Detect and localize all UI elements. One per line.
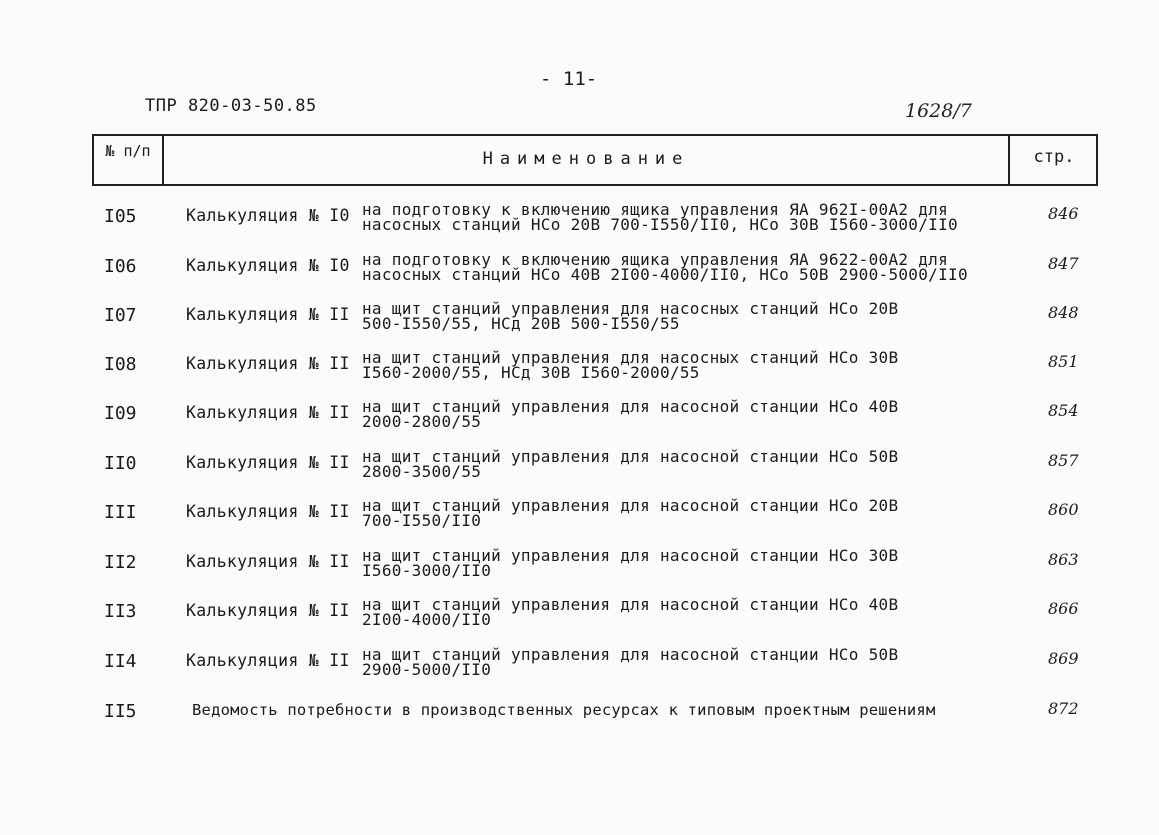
row-number: I09 [104, 403, 137, 424]
row-description-line2: 700-I550/II0 [362, 511, 482, 530]
row-page: 857 [1048, 451, 1079, 470]
row-description-line2: 2800-3500/55 [362, 462, 482, 481]
row-page: 846 [1048, 204, 1079, 223]
row-number: II0 [104, 453, 137, 474]
row-number: I05 [104, 206, 137, 227]
row-number: I06 [104, 256, 137, 277]
row-number: I07 [104, 305, 137, 326]
row-page: 848 [1048, 303, 1079, 322]
row-description-line2: 2000-2800/55 [362, 412, 482, 431]
row-number: II4 [104, 651, 137, 672]
row-description-line1: на щит станций управления для насосных станций НСо 20В [362, 299, 899, 318]
sheet-code: 1628/7 [905, 100, 972, 122]
table-row [0, 350, 1159, 394]
column-header-page: стр. [1033, 147, 1075, 167]
row-page: 863 [1048, 550, 1079, 569]
row-page: 872 [1048, 699, 1079, 718]
row-description-line2: насосных станций НСо 20В 700-I550/II0, НСо 30В I560-3000/II0 [362, 215, 958, 234]
row-kind: Калькуляция № II [186, 305, 350, 324]
row-page: 869 [1048, 649, 1079, 668]
row-description-line1: на щит станций управления для насосной станции НСо 50В [362, 447, 899, 466]
row-description-line2: I560-2000/55, НСд 30В I560-2000/55 [362, 363, 700, 382]
row-kind: Калькуляция № I0 [186, 206, 350, 225]
table-row [0, 697, 1159, 741]
row-number: II2 [104, 552, 137, 573]
row-page: 860 [1048, 500, 1079, 519]
row-description-line2: насосных станций НСо 40В 2I00-4000/II0, НСо 50В 2900-5000/II0 [362, 265, 968, 284]
table-row [0, 548, 1159, 592]
row-kind: Калькуляция № II [186, 354, 350, 373]
row-kind: Калькуляция № II [186, 453, 350, 472]
row-description-line2: 2900-5000/II0 [362, 660, 492, 679]
row-description-line2: 2I00-4000/II0 [362, 610, 492, 629]
row-page: 854 [1048, 401, 1079, 420]
table-row [0, 202, 1159, 246]
row-description-line1: на щит станций управления для насосной станции НСо 20В [362, 496, 899, 515]
row-kind: Калькуляция № II [186, 502, 350, 521]
row-number: III [104, 502, 137, 523]
row-page: 866 [1048, 599, 1079, 618]
page-number: - 11- [540, 68, 598, 90]
table-row [0, 597, 1159, 641]
row-description-line1: на подготовку к включению ящика управления ЯА 9622-00А2 для [362, 250, 949, 269]
row-description-line1: на подготовку к включению ящика управления ЯА 962I-00А2 для [362, 200, 949, 219]
row-kind: Калькуляция № II [186, 651, 350, 670]
row-number: II5 [104, 701, 137, 722]
row-kind: Калькуляция № I0 [186, 256, 350, 275]
row-page: 847 [1048, 254, 1079, 273]
row-number: I08 [104, 354, 137, 375]
column-header-name: Наименование [482, 149, 690, 169]
row-description-line1: на щит станций управления для насосной станции НСо 50В [362, 645, 899, 664]
table-row [0, 647, 1159, 691]
table-header [92, 134, 1098, 186]
table-row [0, 449, 1159, 493]
row-kind: Калькуляция № II [186, 601, 350, 620]
row-number: II3 [104, 601, 137, 622]
document-code: ТПР 820-03-50.85 [145, 96, 317, 116]
table-row [0, 498, 1159, 542]
row-description-line1: на щит станций управления для насосной станции НСо 40В [362, 595, 899, 614]
table-row [0, 252, 1159, 296]
table-row [0, 399, 1159, 443]
table-row [0, 301, 1159, 345]
row-description: Ведомость потребности в производственных ресурсах к типовым проектным решениям [192, 701, 936, 719]
row-page: 851 [1048, 352, 1079, 371]
row-description-line1: на щит станций управления для насосной станции НСо 40В [362, 397, 899, 416]
row-description-line1: на щит станций управления для насосных станций НСо 30В [362, 348, 899, 367]
row-kind: Калькуляция № II [186, 552, 350, 571]
column-header-number: № п/п [105, 142, 151, 160]
row-description-line2: I560-3000/II0 [362, 561, 492, 580]
row-kind: Калькуляция № II [186, 403, 350, 422]
row-description-line2: 500-I550/55, НСд 20В 500-I550/55 [362, 314, 680, 333]
row-description-line1: на щит станций управления для насосной станции НСо 30В [362, 546, 899, 565]
